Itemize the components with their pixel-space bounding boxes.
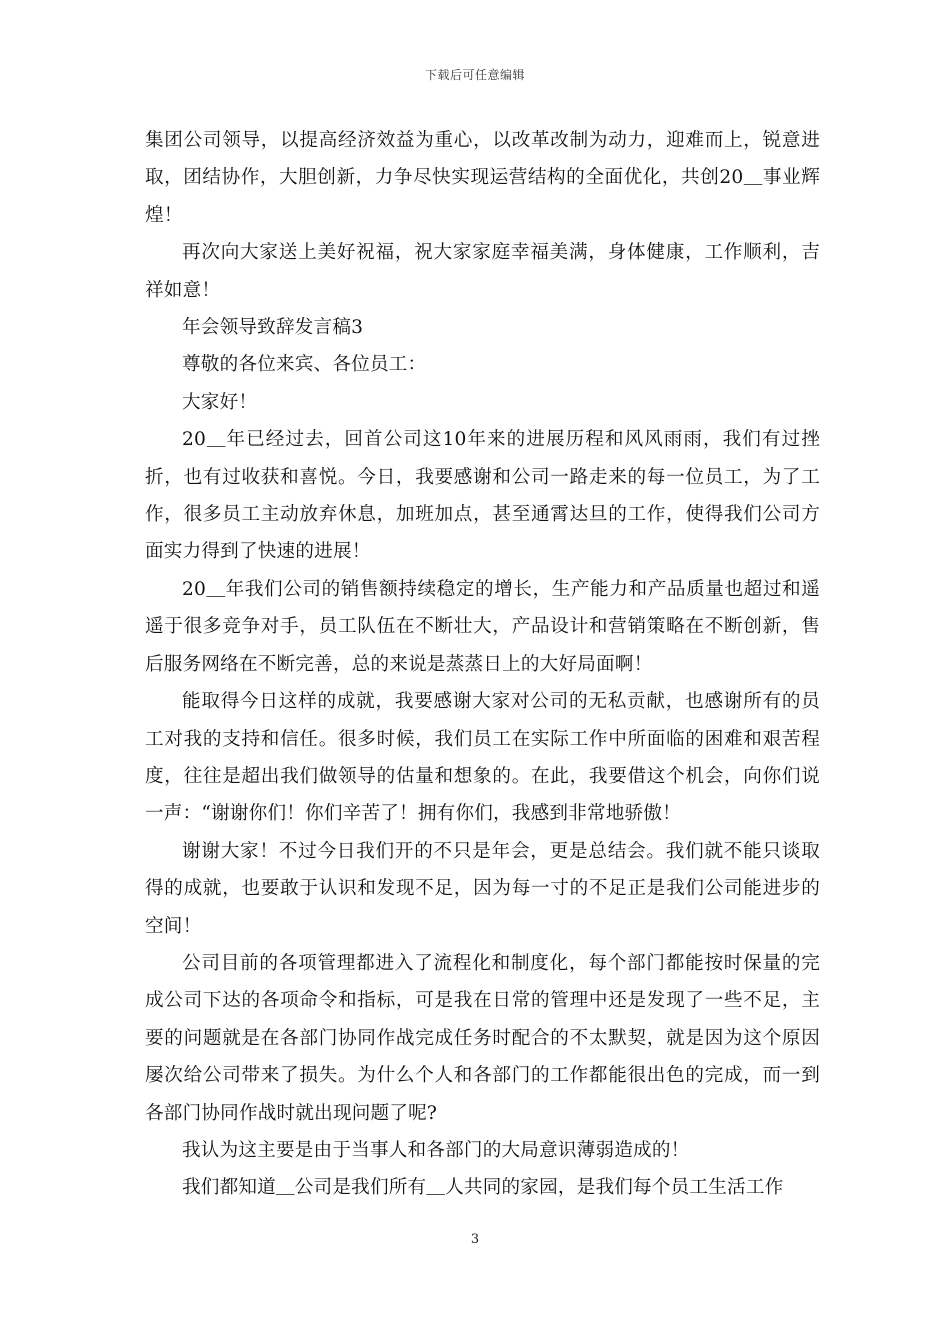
paragraph-summary: 谢谢大家！不过今日我们开的不只是年会，更是总结会。我们就不能只谈取得的成就，也要敢于认识和发现不足，因为每一寸的不足正是我们公司能进步的空间！: [145, 840, 820, 937]
paragraph-blessing: 再次向大家送上美好祝福，祝大家家庭幸福美满，身体健康，工作顺利，吉祥如意！: [145, 242, 820, 301]
salutation: 尊敬的各位来宾、各位员工：: [182, 354, 427, 376]
section-title: 年会领导致辞发言稿3: [182, 317, 364, 339]
greeting: 大家好！: [182, 391, 258, 413]
paragraph-management: 公司目前的各项管理都进入了流程化和制度化，每个部门都能按时保量的完成公司下达的各项命令和指标，可是我在日常的管理中还是发现了一些不足，主要的问题就是在各部门协同作战完成任务时配合的不太默契，就是因为这个原因屡次给公司带来了损失。为什么个人和各部门的工作都能很出色的完成，而一到各部门协同作战时就出现问题了呢?: [145, 952, 820, 1124]
paragraph-growth: 20＿年我们公司的销售额持续稳定的增长，生产能力和产品质量也超过和遥遥于很多竞争对手，员工队伍在不断壮大，产品设计和营销策略在不断创新，售后服务网络在不断完善，总的来说是蒸蒸日上的大好局面啊！: [145, 578, 820, 675]
paragraph-thanks: 能取得今日这样的成就，我要感谢大家对公司的无私贡献，也感谢所有的员工对我的支持和信任。很多时候，我们员工在实际工作中所面临的困难和艰苦程度，往往是超出我们做领导的估量和想象的。在此，我要借这个机会，向你们说一声：“谢谢你们！你们辛苦了！拥有你们，我感到非常地骄傲！: [145, 691, 820, 825]
header-note: 下载后可任意编辑: [424, 68, 525, 82]
paragraph-continuation: 集团公司领导，以提高经济效益为重心，以改革改制为动力，迎难而上，锐意进取，团结协作，大胆创新，力争尽快实现运营结构的全面优化，共创20＿事业辉煌！: [145, 130, 820, 226]
document-body: [145, 122, 820, 1207]
paragraph-review: 20＿年已经过去，回首公司这10年来的进展历程和风风雨雨，我们有过挫折，也有过收获和喜悦。今日，我要感谢和公司一路走来的每一位员工，为了工作，很多员工主动放弃休息，加班加点，甚至通霄达旦的工作，使得我们公司方面实力得到了快速的进展！: [145, 429, 820, 563]
page-number: 3: [470, 1232, 480, 1247]
paragraph-cause: 我认为这主要是由于当事人和各部门的大局意识薄弱造成的！: [182, 1139, 690, 1161]
paragraph-home: 我们都知道＿公司是我们所有＿人共同的家园，是我们每个员工生活工作: [182, 1177, 784, 1199]
